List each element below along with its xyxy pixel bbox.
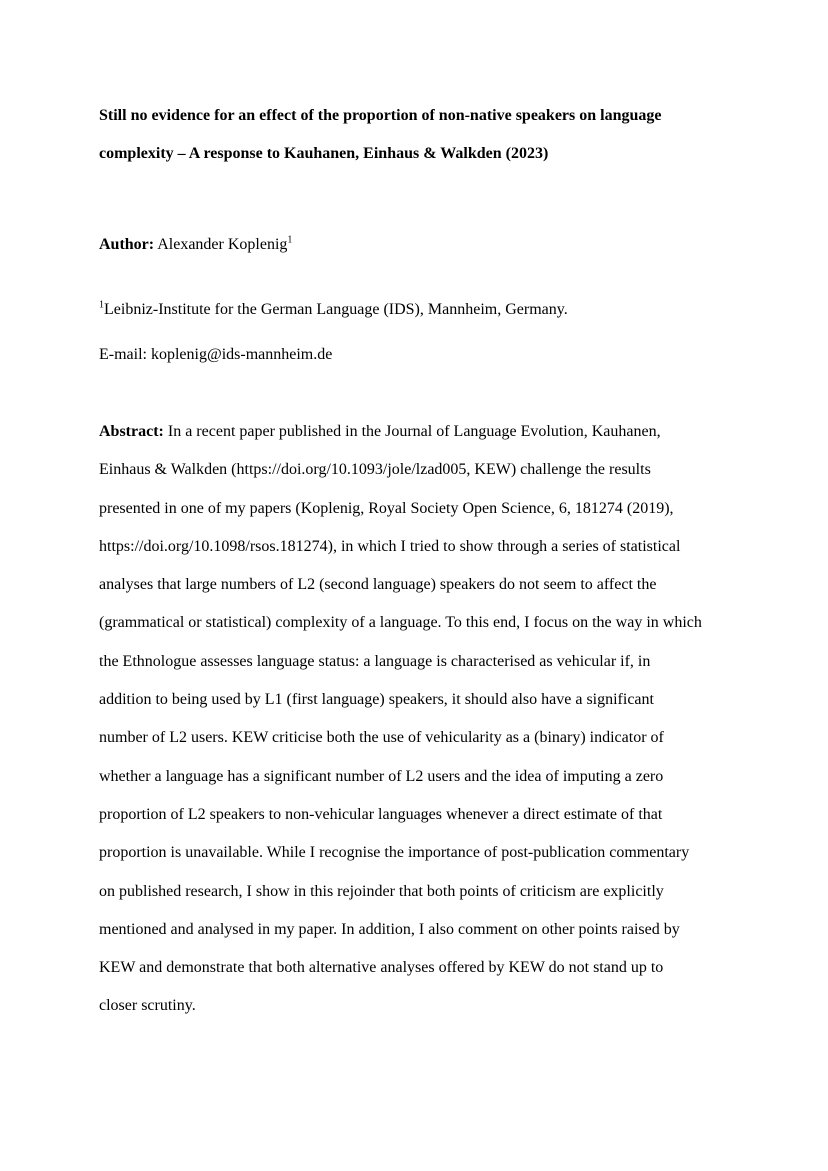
affiliation-marker: 1 bbox=[99, 299, 104, 311]
abstract-line: analyses that large numbers of L2 (second language) speakers do not seem to affect the bbox=[99, 576, 657, 594]
abstract-line: mentioned and analysed in my paper. In addition, I also comment on other points raised by bbox=[99, 920, 680, 938]
abstract-line: (grammatical or statistical) complexity of a language. To this end, I focus on the way in which bbox=[99, 614, 702, 632]
paper-title bbox=[99, 97, 739, 173]
abstract bbox=[99, 413, 739, 1026]
author-label: Author: bbox=[99, 236, 155, 253]
author-affiliation-marker: 1 bbox=[287, 234, 293, 246]
title-line-2: complexity – A response to Kauhanen, Einhaus & Walkden (2023) bbox=[99, 145, 549, 162]
abstract-line: the Ethnologue assesses language status: a language is characterised as vehicular if, in bbox=[99, 652, 651, 670]
abstract-line: whether a language has a significant number of L2 users and the idea of imputing a zero bbox=[99, 767, 664, 785]
abstract-line: KEW and demonstrate that both alternative analyses offered by KEW do not stand up to bbox=[99, 959, 664, 977]
author-line bbox=[99, 233, 292, 257]
abstract-label: Abstract: bbox=[99, 423, 164, 440]
email-line: E-mail: koplenig@ids-mannheim.de bbox=[99, 346, 333, 363]
affiliation-line bbox=[99, 298, 568, 322]
abstract-line: number of L2 users. KEW criticise both the use of vehicularity as a (binary) indicator of bbox=[99, 729, 664, 747]
abstract-line: addition to being used by L1 (first language) speakers, it should also have a significant bbox=[99, 691, 654, 709]
abstract-line: closer scrutiny. bbox=[99, 997, 196, 1015]
abstract-line: https://doi.org/10.1098/rsos.181274), in which I tried to show through a series of statistical bbox=[99, 537, 681, 555]
title-line-1: Still no evidence for an effect of the proportion of non-native speakers on language bbox=[99, 107, 662, 124]
abstract-first-line-text: In a recent paper published in the Journal of Language Evolution, Kauhanen, bbox=[163, 423, 661, 440]
abstract-line: presented in one of my papers (Koplenig, Royal Society Open Science, 6, 181274 (2019), bbox=[99, 499, 674, 517]
abstract-line: proportion of L2 speakers to non-vehicular languages whenever a direct estimate of that bbox=[99, 805, 663, 823]
affiliation-text: Leibniz-Institute for the German Language (IDS), Mannheim, Germany. bbox=[104, 301, 568, 318]
abstract-line: proportion is unavailable. While I recognise the importance of post-publication commentary bbox=[99, 844, 690, 862]
abstract-line: Einhaus & Walkden (https://doi.org/10.1093/jole/lzad005, KEW) challenge the results bbox=[99, 461, 651, 479]
abstract-line: on published research, I show in this rejoinder that both points of criticism are explicitly bbox=[99, 882, 664, 900]
author-name: Alexander Koplenig bbox=[154, 236, 288, 253]
abstract-line-1 bbox=[99, 413, 739, 451]
